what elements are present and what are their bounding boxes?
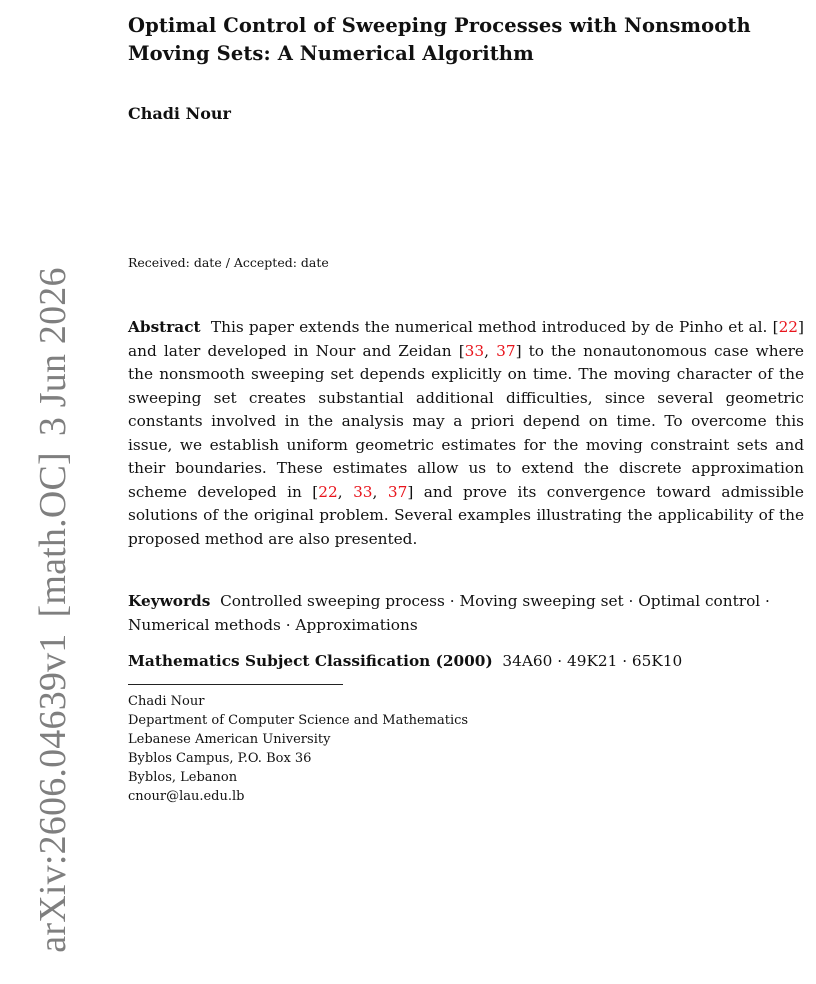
citation-link[interactable]: 22 [318, 482, 338, 501]
affiliation-city: Byblos, Lebanon [128, 770, 238, 785]
keywords-heading: Keywords [128, 592, 211, 610]
citation-separator: , [337, 482, 354, 501]
abstract-heading: Abstract [128, 318, 201, 336]
arxiv-date: 3 Jun 2026 [32, 267, 74, 437]
msc-heading: Mathematics Subject Classification (2000) [128, 652, 493, 670]
citation-link[interactable]: 37 [496, 341, 516, 360]
citation-separator: , [484, 341, 497, 360]
received-accepted-line: Received: date / Accepted: date [128, 255, 329, 270]
abstract [128, 316, 804, 551]
affiliation-campus: Byblos Campus, P.O. Box 36 [128, 751, 312, 766]
title-line-1: Optimal Control of Sweeping Processes with Nonsmooth [128, 14, 751, 37]
arxiv-stamp [31, 267, 75, 952]
arxiv-id: arXiv:2606.04639v1 [32, 633, 74, 953]
paper-title [128, 12, 804, 68]
author-name: Chadi Nour [128, 104, 231, 123]
citation-link[interactable]: 37 [387, 482, 408, 501]
affiliation-email[interactable]: cnour@lau.edu.lb [128, 789, 245, 804]
abstract-text-2: ] and later developed in Nour and Zeidan [ [128, 318, 804, 360]
citation-link[interactable]: 33 [353, 482, 373, 501]
affiliation-department: Department of Computer Science and Mathematics [128, 713, 469, 728]
abstract-text-4: ] and prove its convergence toward admissible solutions of the original problem. Several examples illustrating the applicability of the proposed method are also presented. [128, 482, 804, 548]
keywords [128, 590, 804, 637]
affiliation-name: Chadi Nour [128, 694, 205, 709]
msc-codes: 34A60 · 49K21 · 65K10 [502, 652, 683, 670]
title-line-2: Moving Sets: A Numerical Algorithm [128, 42, 534, 65]
affiliation-university: Lebanese American University [128, 732, 331, 747]
keywords-text: Controlled sweeping process · Moving sweeping set · Optimal control · Numerical methods · Approximations [128, 592, 770, 634]
msc-classification [128, 650, 804, 674]
abstract-text-1: This paper extends the numerical method introduced by de Pinho et al. [ [210, 318, 779, 336]
arxiv-category: [math.OC] [32, 452, 74, 618]
abstract-text-3: ] to the nonautonomous case where the nonsmooth sweeping set depends explicitly on time. The moving character of the sweeping set creates substantial additional difficulties, since several geometric constants involved in the analysis may a priori depend on time. To overcome this issue, we establish uniform geometric estimates for the moving constraint sets and their boundaries. These estimates allow us to extend the discrete approximation scheme developed in [ [128, 341, 804, 501]
citation-link[interactable]: 22 [778, 318, 799, 336]
footnote-rule [128, 684, 343, 685]
citation-link[interactable]: 33 [464, 341, 485, 360]
citation-separator: , [372, 482, 388, 501]
author-affiliation [128, 692, 468, 806]
